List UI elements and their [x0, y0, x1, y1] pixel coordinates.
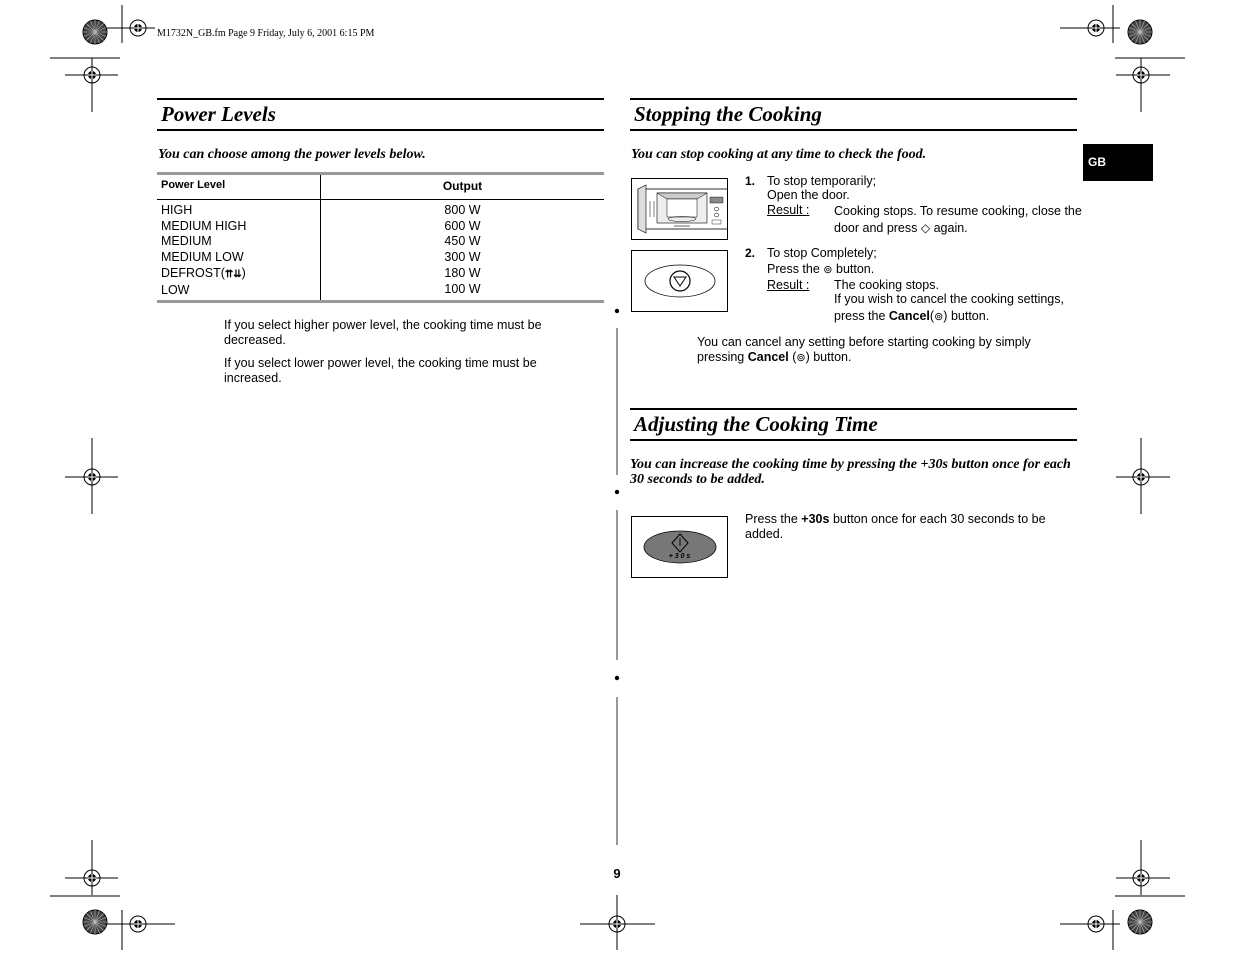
table-row-output: 180 W	[444, 265, 481, 280]
stopping-intro: You can stop cooking at any time to check the food.	[631, 147, 927, 162]
section-title-power-levels: Power Levels	[157, 98, 604, 131]
start-diamond-icon: ◇	[920, 221, 931, 235]
step-2-result-3: press the Cancel(⊚) button.	[834, 309, 990, 323]
stop-button-icon	[632, 251, 727, 311]
step-1-result: Cooking stops. To resume cooking, close the door and press ◇ again.	[834, 204, 1082, 235]
step-1-result-label: Result :	[767, 203, 810, 217]
stop-button-image	[631, 250, 728, 312]
adjusting-instruction: Press the +30s button once for each 30 seconds to be added.	[745, 512, 1046, 541]
adjusting-intro: You can increase the cooking time by pressing the +30s button once for each 30 seconds to be added.	[630, 457, 1071, 487]
table-header-rule	[157, 199, 604, 200]
defrost-icon: ⇈⇊	[224, 268, 242, 280]
step-1-line1: To stop temporarily;	[767, 174, 877, 188]
table-row-output: 100 W	[444, 281, 481, 296]
table-row-level: MEDIUM LOW	[161, 250, 244, 265]
stop-icon: ⊚	[934, 311, 944, 323]
table-row-level-defrost: DEFROST(⇈⇊)	[161, 265, 246, 280]
cancel-note-line2: pressing Cancel (⊚) button.	[697, 350, 852, 364]
step-1-number: 1.	[745, 174, 756, 188]
plus-30s-label: + 3 0 s	[668, 553, 691, 560]
microwave-icon	[632, 179, 727, 239]
table-row-level: HIGH	[161, 203, 193, 217]
power-levels-intro: You can choose among the power levels below.	[158, 147, 426, 162]
table-row-output: 600 W	[444, 218, 481, 233]
power-level-column	[161, 203, 246, 298]
step-2-line2: Press the ⊚ button.	[767, 262, 875, 276]
table-header-power-level: Power Level	[161, 179, 226, 191]
table-bottom-rule	[157, 300, 604, 303]
step-2-result-1: The cooking stops.	[834, 278, 939, 292]
step-1-line2: Open the door.	[767, 188, 850, 202]
table-row-level: MEDIUM	[161, 234, 212, 249]
cancel-note-line1: You can cancel any setting before starting cooking by simply	[697, 335, 1031, 349]
table-row-output: 300 W	[444, 250, 481, 265]
step-2-line1: To stop Completely;	[767, 246, 877, 260]
power-note-higher: If you select higher power level, the cooking time must be decreased.	[224, 318, 542, 347]
table-row-output: 800 W	[444, 203, 481, 217]
language-tab: GB	[1083, 144, 1153, 181]
table-row-level: LOW	[161, 282, 190, 297]
table-top-rule	[157, 172, 604, 175]
step-2-result-2: If you wish to cancel the cooking settings,	[834, 292, 1064, 306]
section-title-adjusting: Adjusting the Cooking Time	[630, 408, 1077, 441]
plus-30s-button-image	[631, 516, 728, 578]
page-number: 9	[613, 866, 621, 881]
power-note-lower: If you select lower power level, the cooking time must be increased.	[224, 356, 537, 385]
plus-30s-button-icon	[632, 517, 727, 577]
step-2-number: 2.	[745, 246, 756, 260]
stop-icon: ⊚	[823, 264, 833, 276]
table-row-level: MEDIUM HIGH	[161, 218, 247, 233]
output-column	[321, 203, 604, 297]
section-title-stopping: Stopping the Cooking	[630, 98, 1077, 131]
step-2-result-label: Result :	[767, 278, 810, 292]
table-header-output: Output	[442, 179, 483, 193]
file-header: M1732N_GB.fm Page 9 Friday, July 6, 2001 6:15 PM	[157, 28, 375, 39]
table-row-output: 450 W	[444, 234, 481, 249]
stop-icon: ⊚	[796, 352, 806, 364]
microwave-open-door-image	[631, 178, 728, 240]
